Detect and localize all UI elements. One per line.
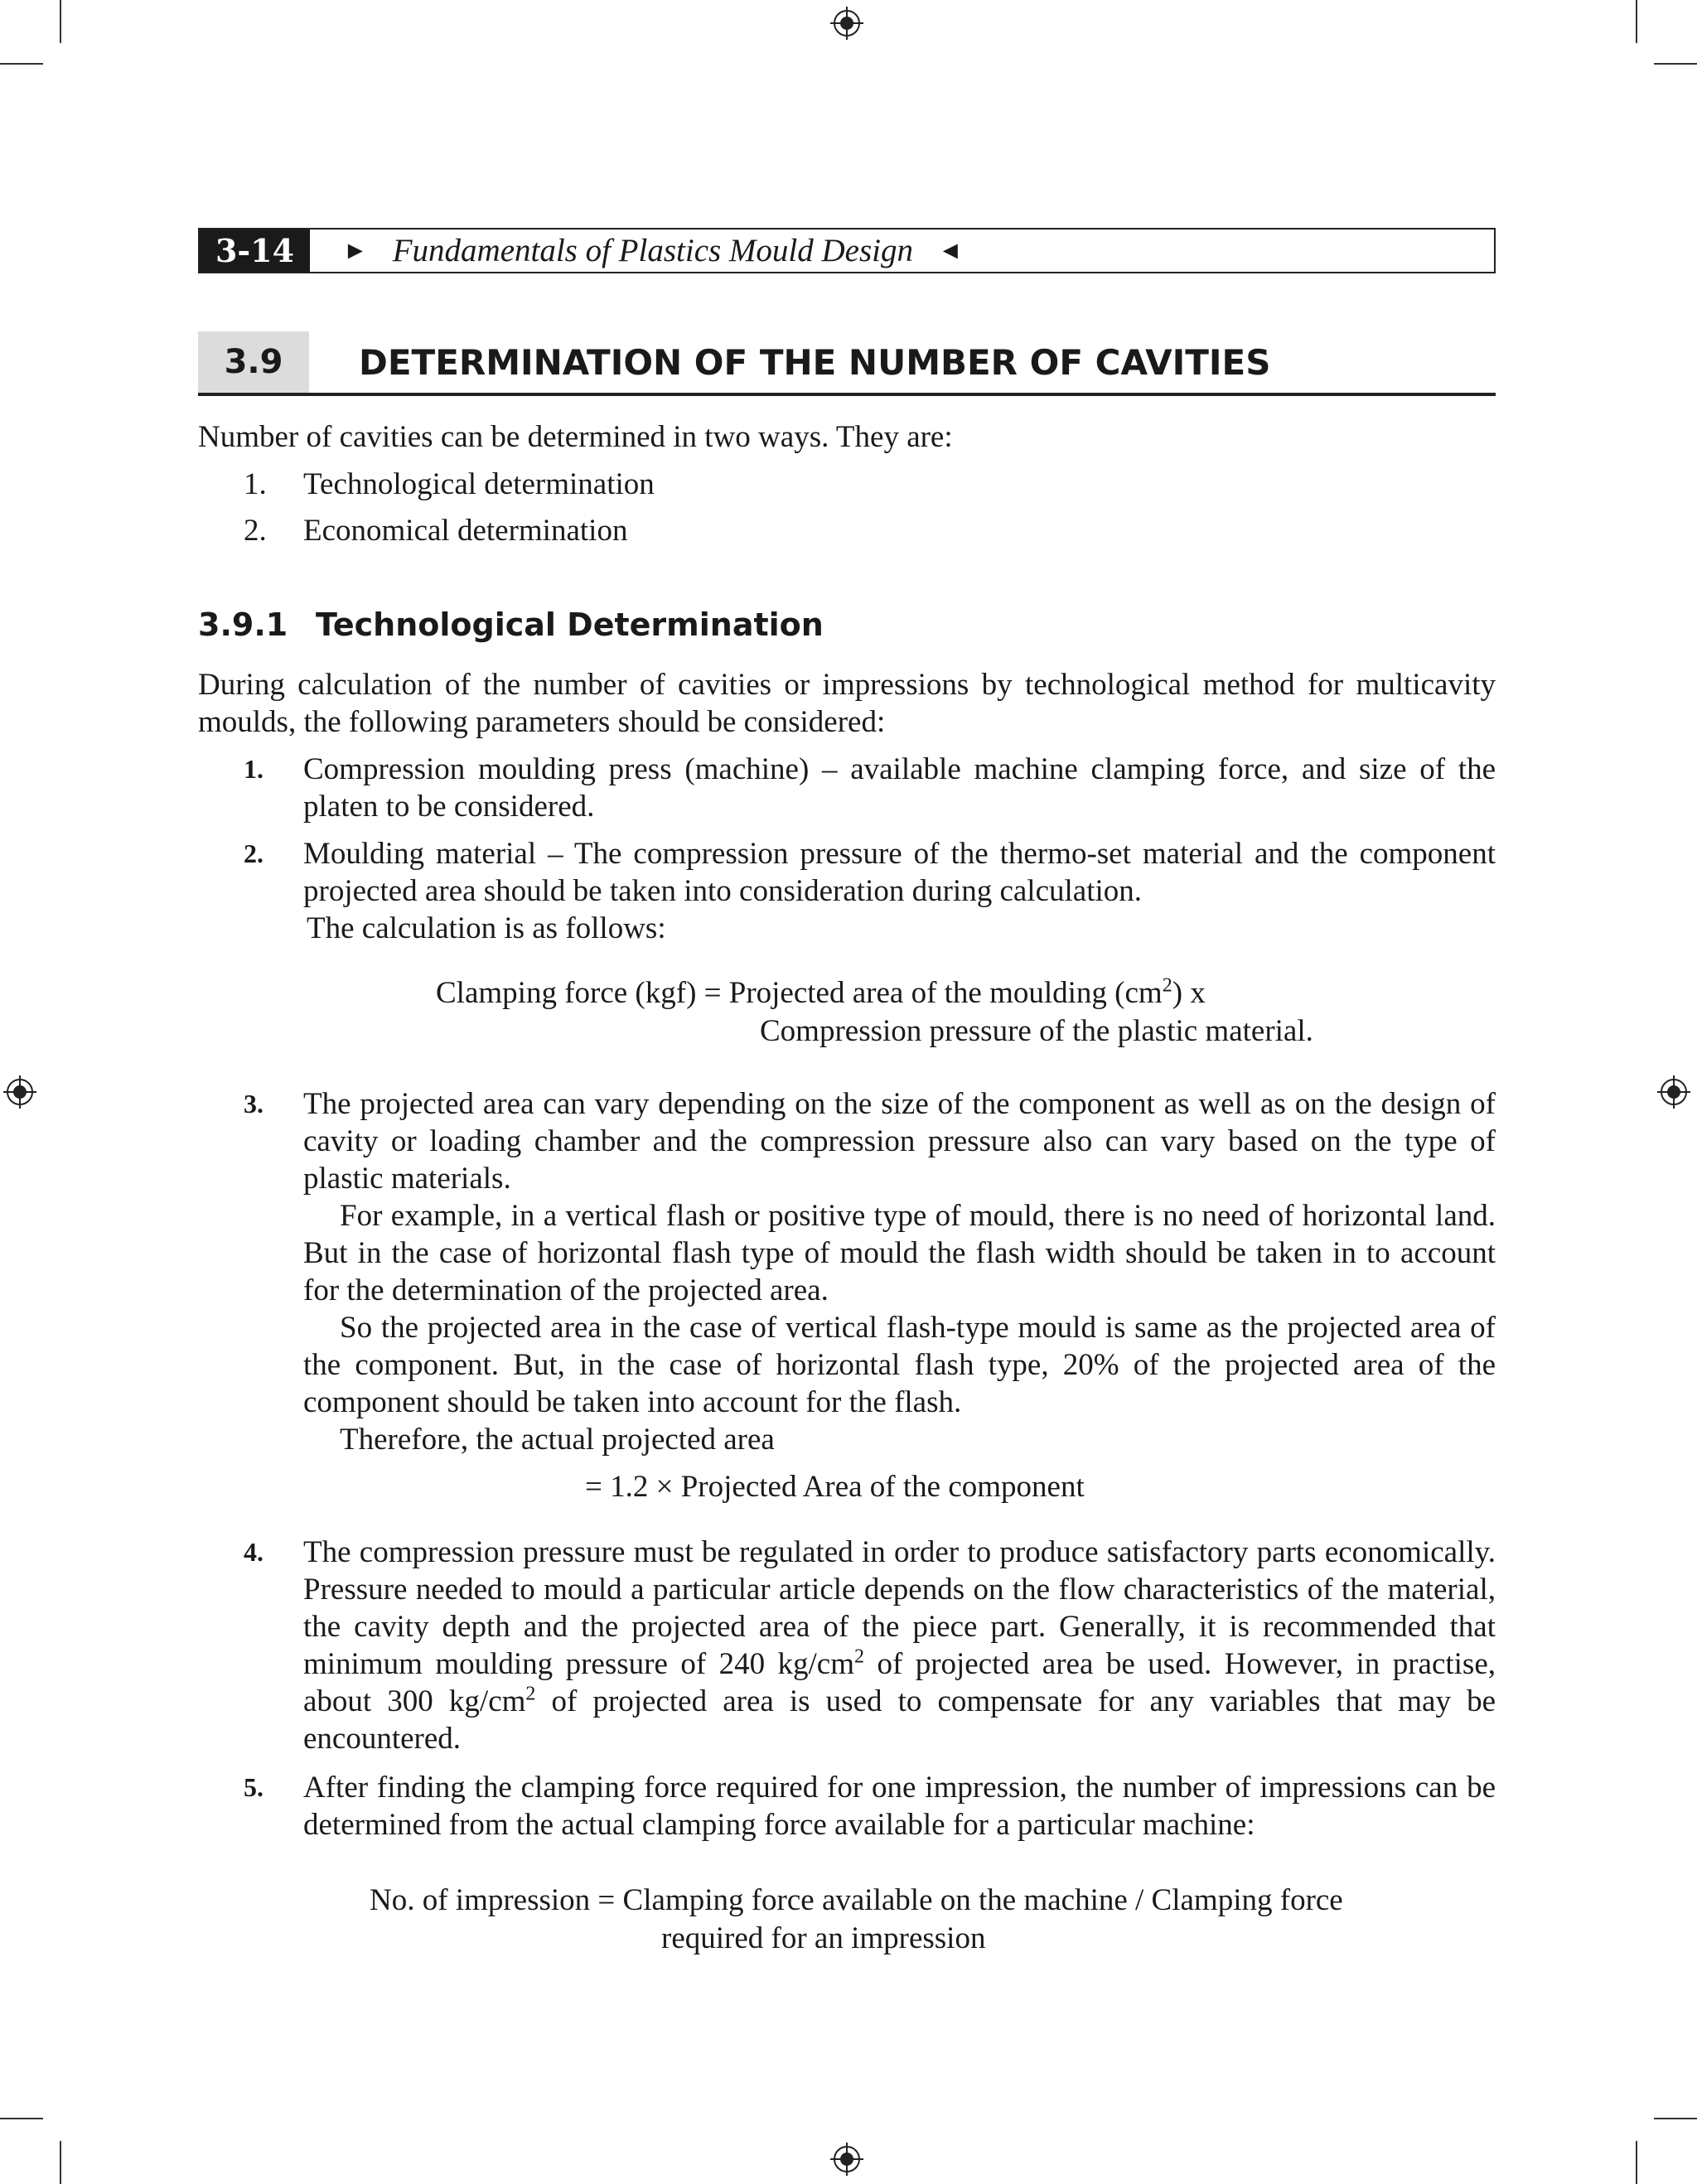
- crop-mark: [0, 2118, 43, 2119]
- list-text: Compression moulding press (machine) – available machine clamping force, and size of the platen to be considered.: [303, 752, 1496, 824]
- list-number: 1.: [244, 467, 267, 501]
- list-text: After finding the clamping force required for one impression, the number of impressions can be determined from the actual clamping force available for a particular machine:: [303, 1771, 1496, 1842]
- registration-mark-icon: [830, 2143, 863, 2176]
- list-number: 3.: [244, 1089, 263, 1119]
- formula-text: ) x: [1172, 976, 1206, 1010]
- section-heading: [198, 331, 1496, 396]
- list-text: The projected area can vary depending on the size of the component as well as on the design of cavity or loading chamber and the compression pressure also can vary based on the type of plastic materials.: [303, 1087, 1496, 1196]
- text-run: of projected area be used. However, in practise, about 300 kg/cm: [303, 1647, 1496, 1718]
- formula-line: [436, 974, 1206, 1012]
- book-title-bar: [343, 232, 963, 269]
- list-number: 2.: [244, 838, 263, 868]
- list-number: 1.: [244, 754, 263, 784]
- list-item: [244, 512, 627, 549]
- subsection-intro: During calculation of the number of cavities or impressions by technological method for multicavity moulds, the following parameters should be considered:: [198, 668, 1496, 739]
- superscript: 2: [1162, 974, 1172, 997]
- section-number: 3.9: [198, 331, 309, 393]
- registration-mark-icon: [1657, 1075, 1690, 1109]
- list-text-paragraph: For example, in a vertical flash or positive type of mould, there is no need of horizontal land. But in the case of horizontal flash type of mould the flash width should be taken in to account for the determination of the projected area.: [303, 1199, 1496, 1307]
- list-text: Economical determination: [303, 514, 628, 548]
- superscript: 2: [525, 1683, 536, 1705]
- page-number: 3-14: [200, 230, 310, 272]
- list-item: [244, 466, 655, 503]
- formula-line: Compression pressure of the plastic material.: [760, 1014, 1313, 1048]
- list-text: Technological determination: [303, 467, 655, 501]
- text-run: The compression pressure must be regulated in order to produce satisfactory parts economically. Pressure needed to mould a particular article depends on the flow characteristics of the material, the cavity depth and the projected area of the piece part. Generally, it is recommended that minimum moulding pressure of 240 kg/cm: [303, 1535, 1496, 1681]
- registration-mark-icon: [830, 7, 863, 40]
- subsection-number: 3.9.1: [198, 606, 288, 643]
- intro-paragraph: Number of cavities can be determined in two ways. They are:: [198, 420, 953, 454]
- subsection-title: Technological Determination: [316, 606, 824, 643]
- list-number: 5.: [244, 1772, 263, 1802]
- crop-mark: [0, 63, 43, 65]
- superscript: 2: [854, 1645, 865, 1668]
- list-text-paragraph: So the projected area in the case of vertical flash-type mould is same as the projected area of the component. But, in the case of horizontal flash type, 20% of the projected area of the component should be taken into account for the flash.: [303, 1311, 1496, 1419]
- text-run: of projected area is used to compensate for any variables that may be encountered.: [303, 1684, 1496, 1756]
- list-item: [244, 1085, 1496, 1458]
- list-number: 4.: [244, 1537, 263, 1567]
- crop-mark: [1636, 2141, 1637, 2184]
- right-triangle-icon: ►: [343, 236, 368, 264]
- list-item: [244, 751, 1496, 825]
- crop-mark: [1654, 63, 1697, 65]
- running-head: [198, 228, 1496, 273]
- left-triangle-icon: ◄: [938, 236, 963, 264]
- registration-mark-icon: [3, 1075, 36, 1109]
- list-item: [244, 835, 1496, 947]
- crop-mark: [60, 0, 61, 43]
- crop-mark: [1654, 2118, 1697, 2119]
- crop-mark: [1636, 0, 1637, 43]
- formula-line: required for an impression: [661, 1921, 986, 1955]
- formula-line: No. of impression = Clamping force available on the machine / Clamping force: [370, 1883, 1343, 1917]
- crop-mark: [60, 2141, 61, 2184]
- section-title: DETERMINATION OF THE NUMBER OF CAVITIES: [359, 341, 1271, 383]
- book-title: Fundamentals of Plastics Mould Design: [392, 233, 913, 268]
- list-item: [244, 1534, 1496, 1757]
- formula-text: Clamping force (kgf) = Projected area of the moulding (cm: [436, 976, 1163, 1010]
- list-number: 2.: [244, 514, 267, 548]
- list-text-extra: The calculation is as follows:: [307, 911, 666, 945]
- subsection-heading: [198, 606, 824, 643]
- formula-line: = 1.2 × Projected Area of the component: [585, 1470, 1085, 1504]
- list-item: [244, 1769, 1496, 1843]
- list-text: [303, 1534, 1496, 1757]
- list-text: Moulding material – The compression pressure of the thermo-set material and the component projected area should be taken into consideration during calculation.: [303, 837, 1496, 908]
- list-text-paragraph: Therefore, the actual projected area: [340, 1423, 775, 1457]
